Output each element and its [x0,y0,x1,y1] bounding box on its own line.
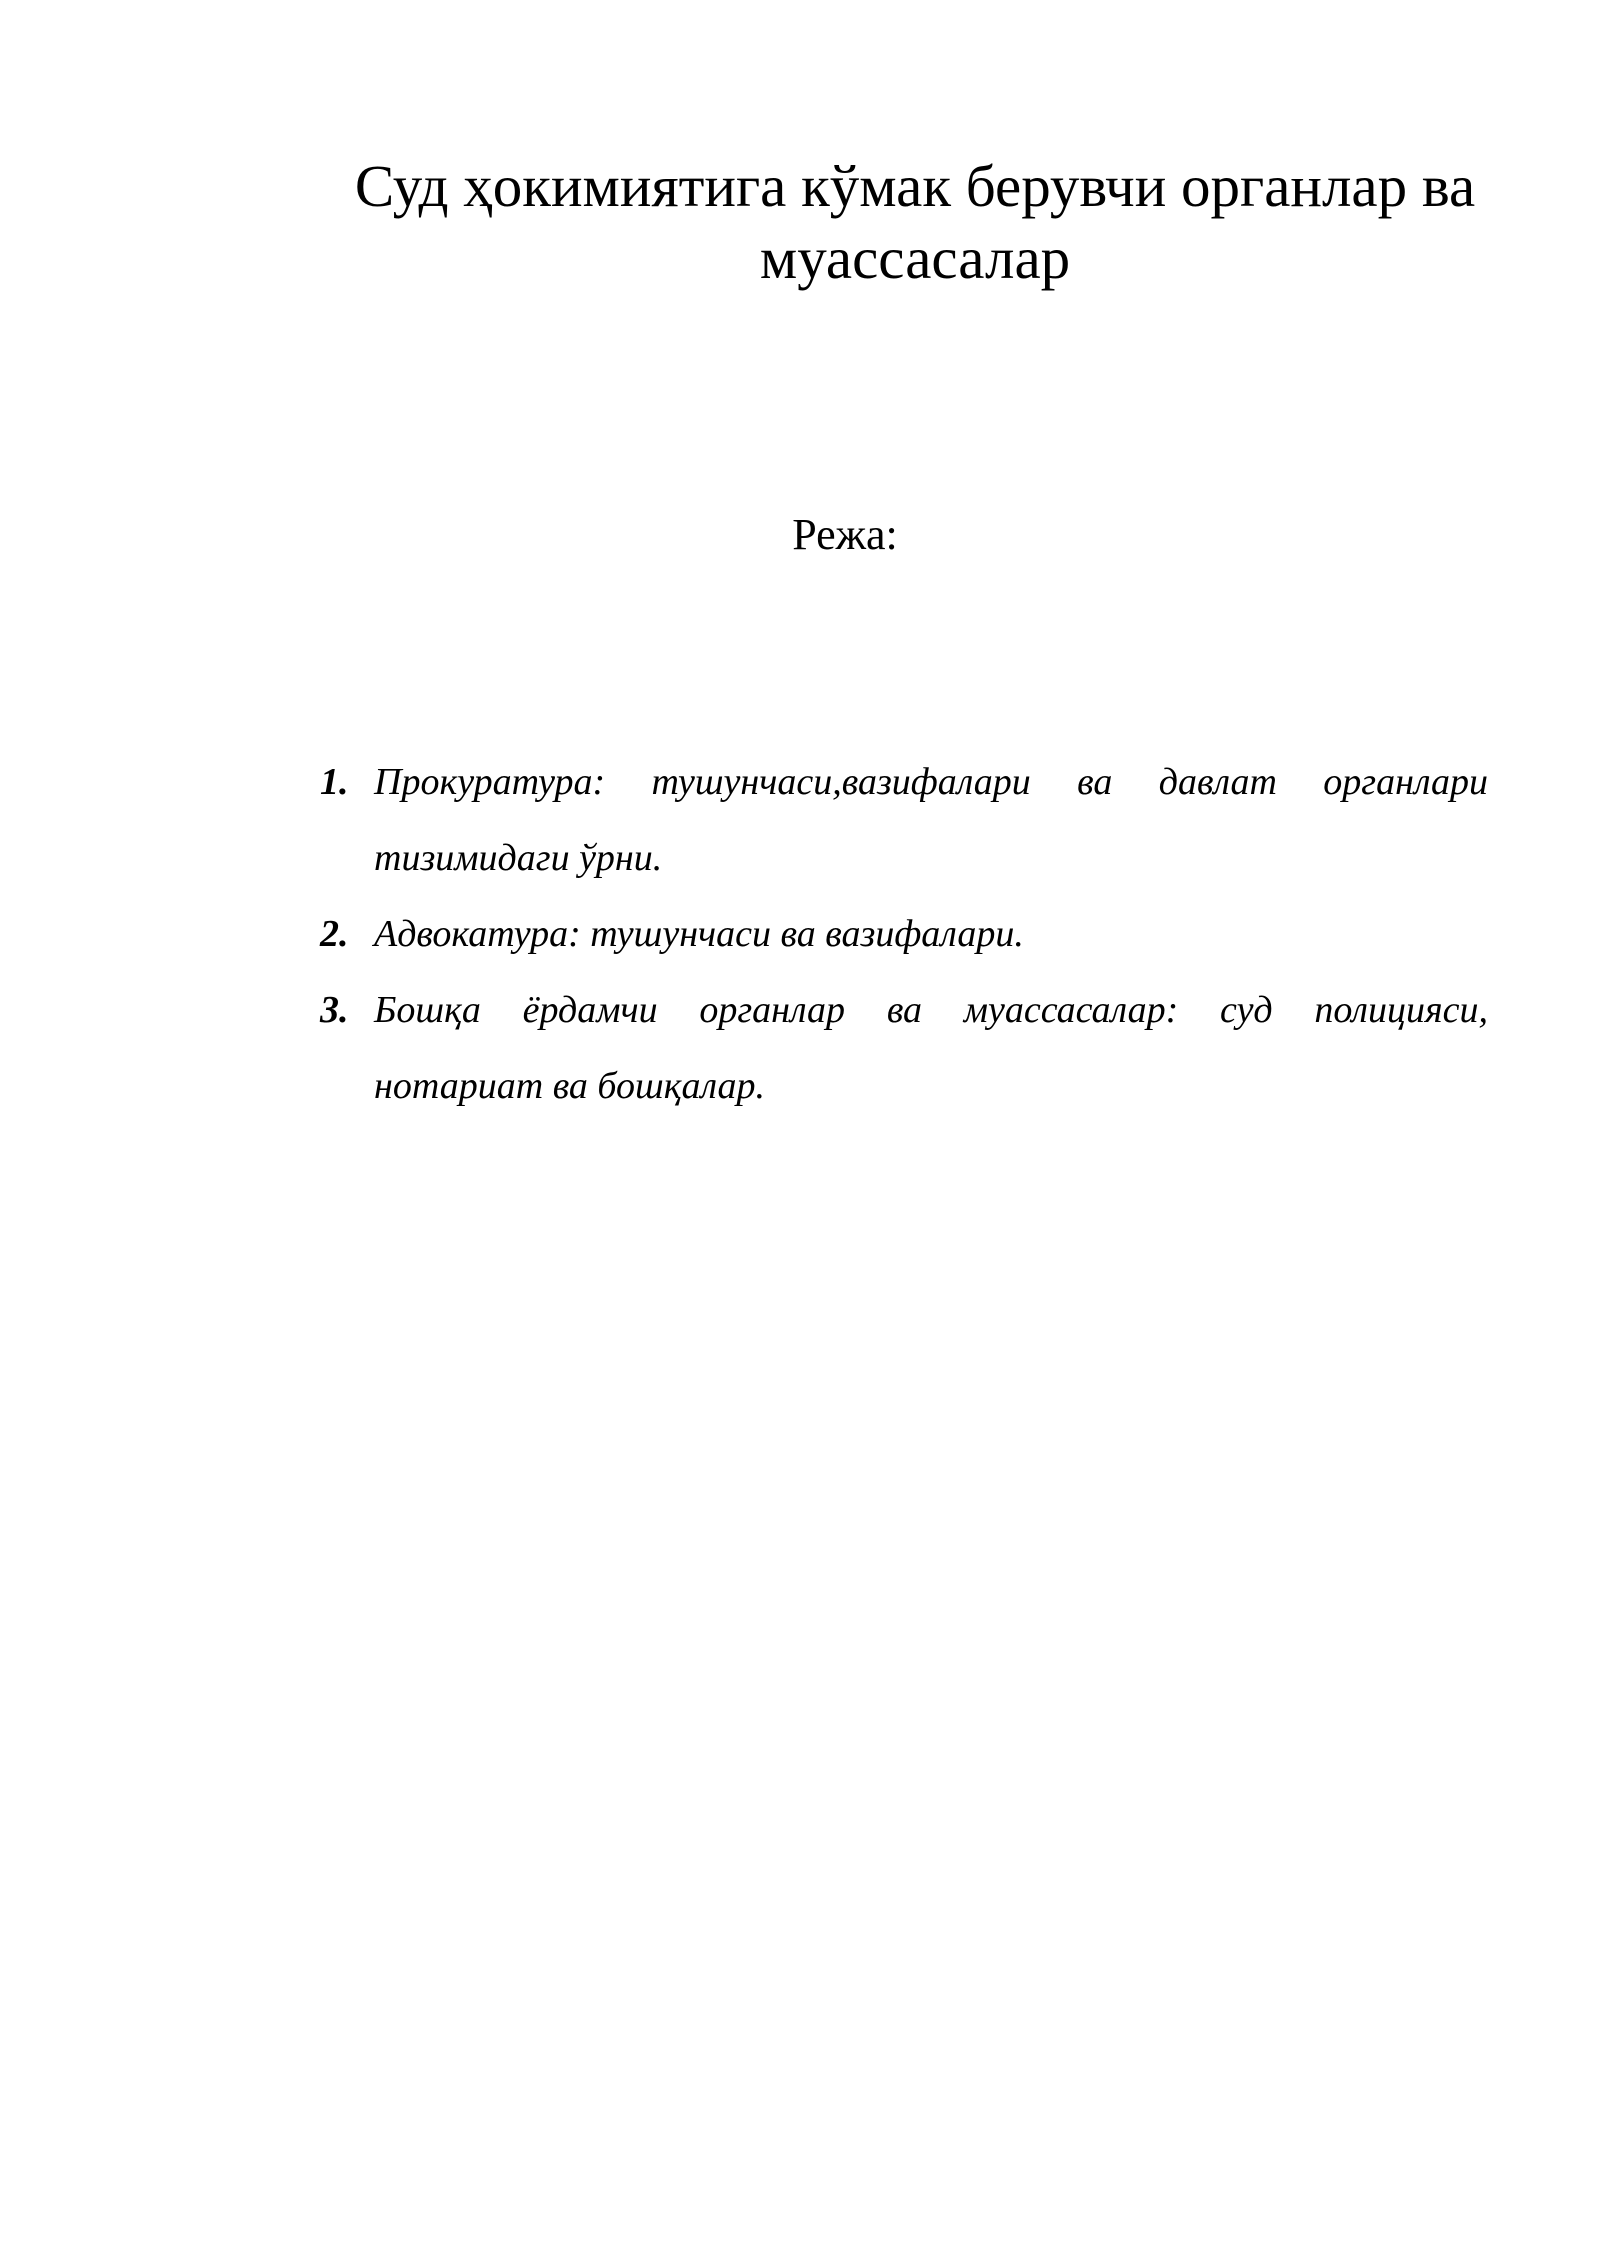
plan-list [320,744,1488,1124]
plan-item [320,972,1488,1124]
plan-item-text-line: тизимидаги ўрни. [374,837,663,879]
plan-item-text-line: Адвокатура: тушунчаси ва вазифалари. [374,913,1024,955]
plan-item-number: 2. [320,913,349,955]
page-title-line-1: Суд ҳокимиятига кўмак берувчи органлар ва [354,153,1476,219]
plan-item-text-line: Прокуратура: тушунчаси,вазифалари ва давлат органлари [374,761,1488,803]
plan-item [320,896,1488,972]
page-title-line-2: муассасалар [759,225,1071,291]
plan-item-number: 1. [320,761,349,803]
page-title [320,150,1510,294]
plan-item-text-line: Бошқа ёрдамчи органлар ва муассасалар: суд полицияси, [374,989,1488,1031]
plan-item [320,744,1488,896]
plan-item-text-line: нотариат ва бошқалар. [374,1065,766,1107]
plan-item-number: 3. [320,989,349,1031]
plan-heading: Режа: [792,510,898,559]
